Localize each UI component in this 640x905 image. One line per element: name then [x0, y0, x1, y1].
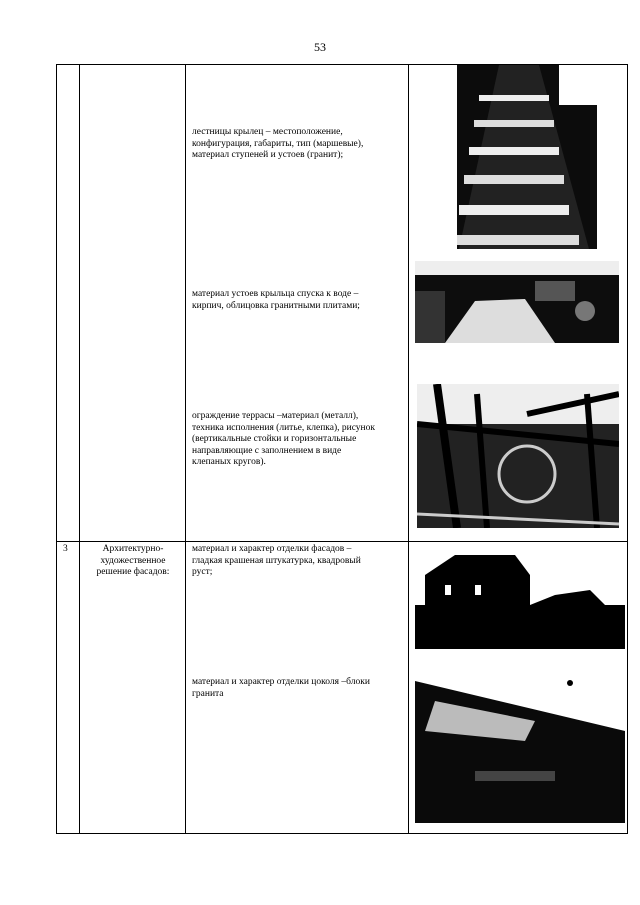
plinth-description: материал и характер отделки цоколя –блоки гранита	[192, 677, 370, 699]
railing-description: ограждение террасы –материал (металл), техника исполнения (литье, клепка), рисунок (вертикальные стойки и горизонтальные направляющие с заполнением в виде клепаных кругов).	[192, 411, 376, 467]
row-number: 3	[63, 544, 68, 554]
row-divider	[57, 541, 627, 542]
railing-photo	[417, 384, 619, 528]
page-number: 53	[314, 40, 326, 54]
descent-photo	[415, 261, 619, 343]
stairs-description: лестницы крылец – местоположение, конфигурация, габариты, тип (маршевые), материал ступеней и устоев (гранит);	[192, 127, 364, 160]
facade-photo	[415, 545, 625, 649]
plinth-photo	[415, 671, 625, 823]
facades-description: материал и характер отделки фасадов – гладкая крашеная штукатурка, квадровый руст;	[192, 544, 361, 577]
column-divider	[185, 65, 186, 833]
document-table	[56, 64, 628, 834]
stairs-photo	[439, 65, 597, 249]
facades-category: Архитектурно- художественное решение фасадов:	[96, 544, 170, 577]
descent-description: материал устоев крыльца спуска к воде – кирпич, облицовка гранитными плитами;	[192, 289, 360, 311]
column-divider	[79, 65, 80, 833]
column-divider	[408, 65, 409, 833]
